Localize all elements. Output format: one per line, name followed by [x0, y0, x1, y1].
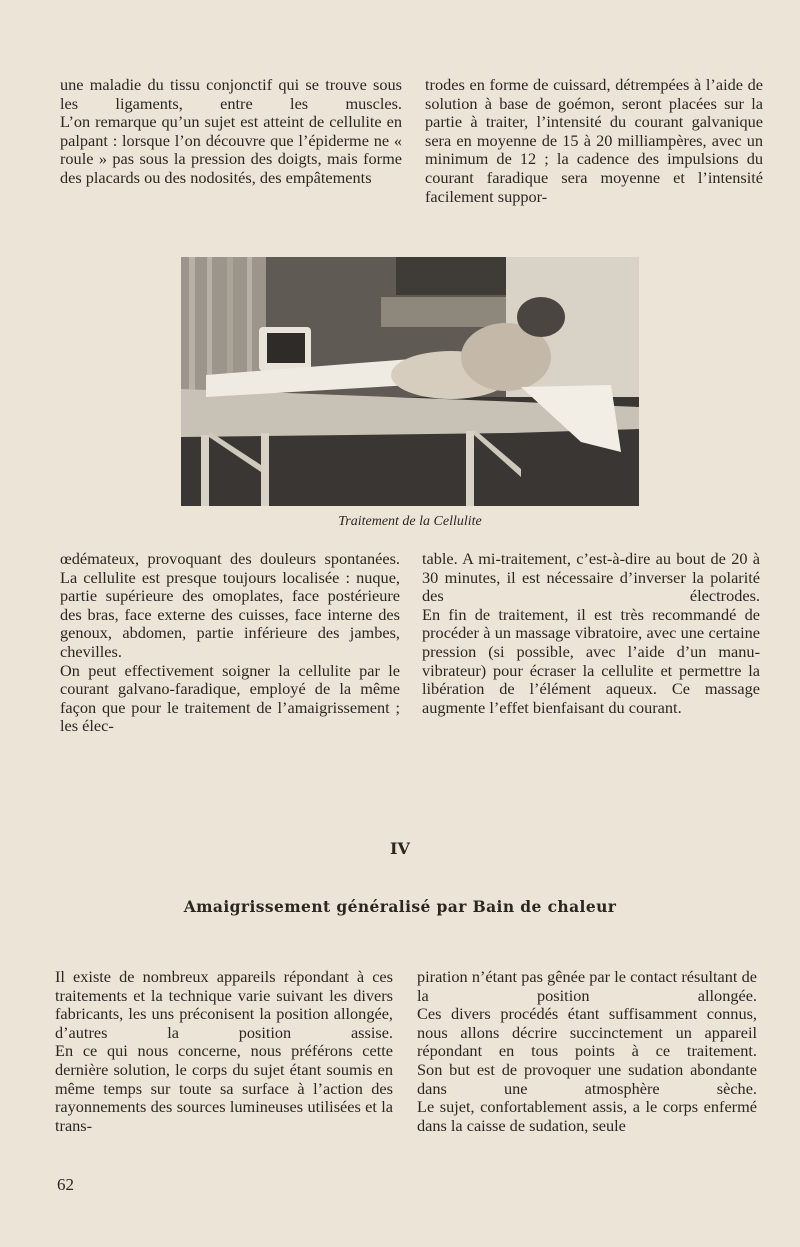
- section-title: Amaigrissement généralisé par Bain de chaleur: [183, 897, 617, 916]
- top-right-column: [425, 76, 763, 206]
- section-number: IV: [390, 839, 410, 858]
- bottom-right-column: [417, 968, 757, 1135]
- bottom-left-column: [55, 968, 393, 1135]
- paragraph: piration n’étant pas gênée par le contact résultant de la position allongée.: [417, 967, 757, 1005]
- paragraph: œdémateux, provoquant des douleurs spontanées.: [60, 549, 400, 568]
- page-number: 62: [57, 1175, 74, 1194]
- paragraph: En fin de traitement, il est très recommandé de procéder à un massage vibratoire, avec une certaine pression (si possible, avec l’aide d’un manu-vibrateur) pour écraser la cellulite et permettre la libération de l’élément aqueux. Ce massage augmente l’effet bienfaisant du courant.: [422, 604, 760, 717]
- paragraph: Il existe de nombreux appareils répondant à ces traitements et la technique varie suivant les divers fabricants, les uns préconisent la position allongée, d’autres la position assise.: [55, 967, 393, 1042]
- paragraph: trodes en forme de cuissard, détrempées à l’aide de solution à base de goémon, seront placées sur la partie à traiter, l’intensité du courant galvanique sera en moyenne de 15 à 20 milliampères, avec un minimum de 12 ; la cadence des impulsions du courant faradique sera moyenne et l’intensité facilement suppor-: [425, 75, 763, 206]
- paragraph: table. A mi-traitement, c’est-à-dire au bout de 20 à 30 minutes, il est nécessaire d’inverser la polarité des électrodes.: [422, 549, 760, 606]
- paragraph: Son but est de provoquer une sudation abondante dans une atmosphère sèche.: [417, 1059, 757, 1098]
- middle-right-column: [422, 550, 760, 717]
- paragraph: Ces divers procédés étant suffisamment connus, nous allons décrire succinctement un appareil répondant en tous points à ce traitement.: [417, 1004, 757, 1061]
- paragraph: En ce qui nous concerne, nous préférons cette dernière solution, le corps du sujet étant soumis en même temps sur toute sa surface à l’action des rayonnements des sources lumineuses utilisées et la trans-: [55, 1041, 393, 1135]
- paragraph: Le sujet, confortablement assis, a le corps enfermé dans la caisse de sudation, seule: [417, 1097, 757, 1135]
- paragraph: La cellulite est presque toujours localisée : nuque, partie supérieure des omoplates, face postérieure des bras, face externe des cuisses, face interne des genoux, abdomen, partie inférieure des jambes, chevilles.: [60, 567, 400, 661]
- photo-illustration: [181, 257, 639, 506]
- treatment-photo: [181, 257, 639, 506]
- top-left-column: [60, 76, 402, 188]
- paragraph: On peut effectivement soigner la cellulite par le courant galvano-faradique, employé de la même façon que pour le traitement de l’amaigrissement ; les élec-: [60, 660, 400, 736]
- paragraph: L’on remarque qu’un sujet est atteint de cellulite en palpant : lorsque l’on découvre que l’épiderme ne « roule » pas sous la pression des doigts, mais forme des placards ou des nodosités, des empâtements: [60, 112, 402, 187]
- figure-caption: Traitement de la Cellulite: [338, 514, 482, 529]
- paragraph: une maladie du tissu conjonctif qui se trouve sous les ligaments, entre les muscles.: [60, 75, 402, 113]
- middle-left-column: [60, 550, 400, 736]
